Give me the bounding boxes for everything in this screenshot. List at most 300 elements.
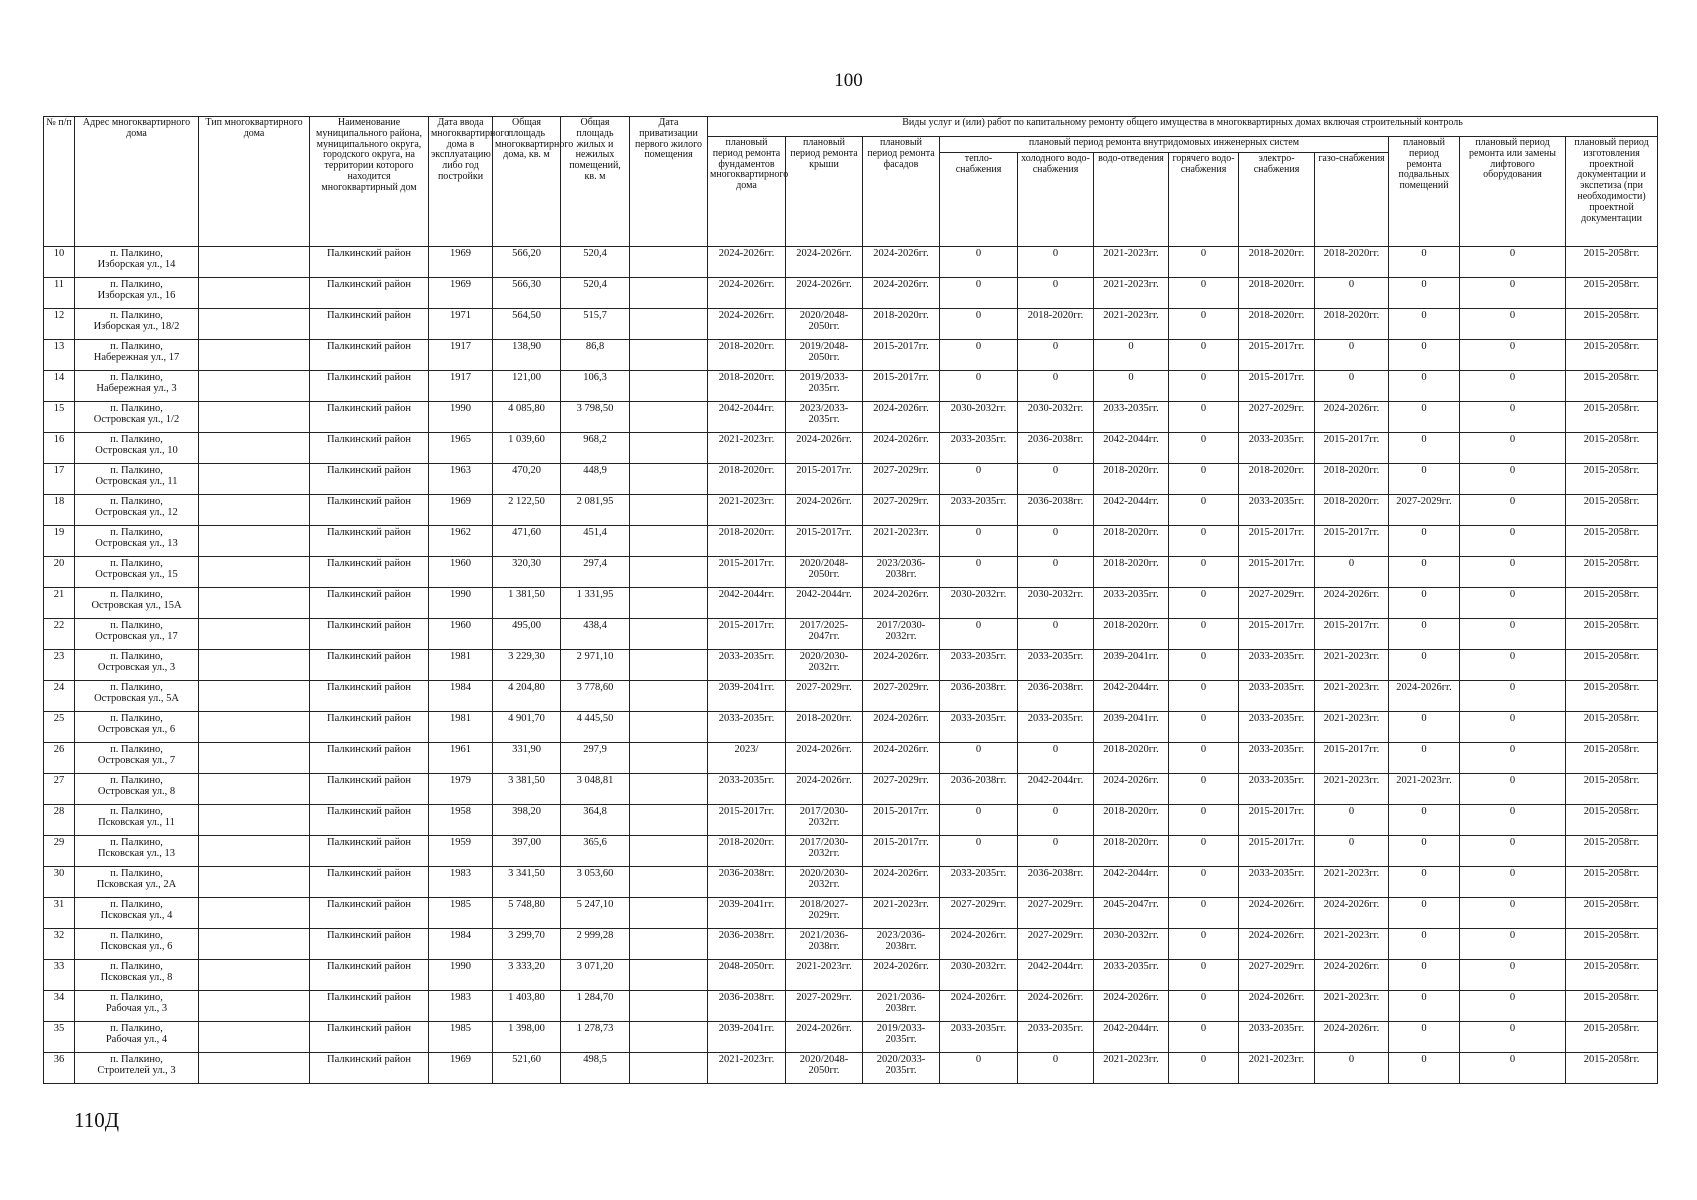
cell-design: 2015-2058гг. [1566,712,1658,743]
cell-design: 2015-2058гг. [1566,1022,1658,1053]
cell-total-area: 564,50 [493,309,561,340]
cell-basement: 0 [1389,464,1460,495]
cell-electric: 2024-2026гг. [1239,898,1315,929]
cell-electric: 2027-2029гг. [1239,588,1315,619]
cell-foundation: 2018-2020гг. [708,371,786,402]
cell-design: 2015-2058гг. [1566,991,1658,1022]
cell-gas: 0 [1315,805,1389,836]
cell-heat: 2036-2038гг. [940,681,1018,712]
cell-gas: 2015-2017гг. [1315,433,1389,464]
cell-district: Палкинский район [310,278,429,309]
cell-electric: 2027-2029гг. [1239,960,1315,991]
cell-basement: 0 [1389,309,1460,340]
cell-gas: 2024-2026гг. [1315,588,1389,619]
cell-privatization [630,929,708,960]
cell-type [199,464,310,495]
cell-num: 17 [44,464,75,495]
cell-year: 1983 [429,867,493,898]
cell-basement: 0 [1389,836,1460,867]
cell-sewer: 0 [1094,340,1169,371]
cell-roof: 2017/2025-2047гг. [786,619,863,650]
cell-facade: 2021-2023гг. [863,898,940,929]
cell-living-area: 3 048,81 [561,774,630,805]
cell-cold-water: 2033-2035гг. [1018,650,1094,681]
cell-design: 2015-2058гг. [1566,278,1658,309]
cell-hot-water: 0 [1169,898,1239,929]
cell-design: 2015-2058гг. [1566,588,1658,619]
cell-elevator: 0 [1460,278,1566,309]
cell-design: 2015-2058гг. [1566,1053,1658,1084]
cell-type [199,1022,310,1053]
cell-privatization [630,309,708,340]
cell-district: Палкинский район [310,743,429,774]
cell-privatization [630,495,708,526]
cell-electric: 2021-2023гг. [1239,1053,1315,1084]
cell-elevator: 0 [1460,247,1566,278]
cell-district: Палкинский район [310,805,429,836]
cell-year: 1959 [429,836,493,867]
cell-cold-water: 2024-2026гг. [1018,991,1094,1022]
cell-basement: 0 [1389,371,1460,402]
cell-facade: 2018-2020гг. [863,309,940,340]
cell-year: 1990 [429,960,493,991]
cell-elevator: 0 [1460,650,1566,681]
table-row [44,743,1658,774]
cell-cold-water: 2042-2044гг. [1018,774,1094,805]
cell-heat: 2030-2032гг. [940,402,1018,433]
cell-type [199,867,310,898]
cell-sewer: 2018-2020гг. [1094,557,1169,588]
cell-year: 1969 [429,278,493,309]
cell-design: 2015-2058гг. [1566,650,1658,681]
cell-foundation: 2033-2035гг. [708,650,786,681]
cell-facade: 2024-2026гг. [863,433,940,464]
cell-total-area: 3 229,30 [493,650,561,681]
cell-sewer: 2018-2020гг. [1094,805,1169,836]
cell-gas: 2018-2020гг. [1315,495,1389,526]
cell-num: 18 [44,495,75,526]
cell-num: 19 [44,526,75,557]
cell-address: п. Палкино, Рабочая ул., 3 [75,991,199,1022]
cell-type [199,247,310,278]
header-facade: плановый период ремонта фасадов [863,137,940,247]
cell-type [199,371,310,402]
cell-gas: 0 [1315,836,1389,867]
cell-facade: 2023/2036-2038гг. [863,557,940,588]
cell-privatization [630,774,708,805]
cell-foundation: 2039-2041гг. [708,898,786,929]
cell-basement: 2021-2023гг. [1389,774,1460,805]
cell-heat: 0 [940,557,1018,588]
cell-privatization [630,712,708,743]
cell-hot-water: 0 [1169,1022,1239,1053]
cell-gas: 0 [1315,340,1389,371]
cell-type [199,898,310,929]
cell-type [199,929,310,960]
cell-roof: 2024-2026гг. [786,1022,863,1053]
cell-basement: 0 [1389,991,1460,1022]
cell-address: п. Палкино, Набережная ул., 3 [75,371,199,402]
cell-electric: 2015-2017гг. [1239,340,1315,371]
cell-elevator: 0 [1460,1022,1566,1053]
cell-cold-water: 0 [1018,805,1094,836]
cell-sewer: 2021-2023гг. [1094,309,1169,340]
cell-elevator: 0 [1460,309,1566,340]
cell-foundation: 2018-2020гг. [708,340,786,371]
cell-total-area: 4 085,80 [493,402,561,433]
cell-roof: 2024-2026гг. [786,433,863,464]
cell-type [199,774,310,805]
cell-address: п. Палкино, Островская ул., 8 [75,774,199,805]
cell-district: Палкинский район [310,495,429,526]
cell-foundation: 2042-2044гг. [708,402,786,433]
header-foundation: плановый период ремонта фундаментов многоквартирного дома [708,137,786,247]
cell-address: п. Палкино, Островская ул., 15А [75,588,199,619]
cell-foundation: 2021-2023гг. [708,495,786,526]
cell-elevator: 0 [1460,991,1566,1022]
cell-num: 21 [44,588,75,619]
cell-heat: 2033-2035гг. [940,867,1018,898]
cell-living-area: 86,8 [561,340,630,371]
cell-basement: 0 [1389,712,1460,743]
cell-foundation: 2023/ [708,743,786,774]
cell-hot-water: 0 [1169,743,1239,774]
cell-electric: 2015-2017гг. [1239,371,1315,402]
cell-year: 1990 [429,402,493,433]
cell-address: п. Палкино, Псковская ул., 11 [75,805,199,836]
cell-roof: 2019/2033-2035гг. [786,371,863,402]
cell-hot-water: 0 [1169,588,1239,619]
cell-cold-water: 2036-2038гг. [1018,495,1094,526]
cell-type [199,836,310,867]
cell-privatization [630,247,708,278]
cell-num: 23 [44,650,75,681]
header-type: Тип многоквартирного дома [199,117,310,247]
cell-basement: 0 [1389,960,1460,991]
cell-living-area: 451,4 [561,526,630,557]
header-design-docs: плановый период изготовления проектной документации и экспетиза (при необходимости) проектной документации [1566,137,1658,247]
cell-gas: 2021-2023гг. [1315,929,1389,960]
cell-heat: 2033-2035гг. [940,433,1018,464]
table-row [44,495,1658,526]
cell-sewer: 0 [1094,371,1169,402]
cell-living-area: 4 445,50 [561,712,630,743]
cell-elevator: 0 [1460,402,1566,433]
cell-year: 1969 [429,1053,493,1084]
cell-facade: 2015-2017гг. [863,371,940,402]
cell-type [199,712,310,743]
cell-electric: 2033-2035гг. [1239,1022,1315,1053]
cell-num: 31 [44,898,75,929]
cell-num: 12 [44,309,75,340]
cell-cold-water: 2036-2038гг. [1018,681,1094,712]
cell-basement: 0 [1389,929,1460,960]
cell-num: 32 [44,929,75,960]
cell-privatization [630,836,708,867]
table-header [44,117,1658,247]
cell-gas: 0 [1315,557,1389,588]
cell-elevator: 0 [1460,588,1566,619]
cell-cold-water: 0 [1018,526,1094,557]
cell-sewer: 2042-2044гг. [1094,681,1169,712]
table-row [44,712,1658,743]
cell-facade: 2024-2026гг. [863,278,940,309]
cell-type [199,495,310,526]
cell-num: 22 [44,619,75,650]
table-row [44,278,1658,309]
cell-roof: 2020/2030-2032гг. [786,650,863,681]
cell-privatization [630,619,708,650]
cell-foundation: 2024-2026гг. [708,247,786,278]
cell-gas: 2015-2017гг. [1315,526,1389,557]
cell-design: 2015-2058гг. [1566,836,1658,867]
cell-elevator: 0 [1460,805,1566,836]
cell-sewer: 2018-2020гг. [1094,836,1169,867]
cell-num: 30 [44,867,75,898]
cell-total-area: 1 398,00 [493,1022,561,1053]
cell-district: Палкинский район [310,836,429,867]
cell-district: Палкинский район [310,1053,429,1084]
cell-roof: 2021/2036-2038гг. [786,929,863,960]
cell-basement: 0 [1389,1053,1460,1084]
cell-cold-water: 0 [1018,1053,1094,1084]
cell-type [199,526,310,557]
cell-foundation: 2036-2038гг. [708,929,786,960]
cell-sewer: 2021-2023гг. [1094,1053,1169,1084]
cell-hot-water: 0 [1169,836,1239,867]
cell-gas: 2021-2023гг. [1315,774,1389,805]
cell-roof: 2024-2026гг. [786,495,863,526]
cell-total-area: 566,30 [493,278,561,309]
cell-cold-water: 2027-2029гг. [1018,898,1094,929]
cell-living-area: 3 053,60 [561,867,630,898]
cell-num: 29 [44,836,75,867]
cell-hot-water: 0 [1169,929,1239,960]
cell-gas: 0 [1315,371,1389,402]
cell-living-area: 1 278,73 [561,1022,630,1053]
cell-num: 26 [44,743,75,774]
cell-hot-water: 0 [1169,309,1239,340]
cell-privatization [630,278,708,309]
cell-address: п. Палкино, Строителей ул., 3 [75,1053,199,1084]
table-row [44,774,1658,805]
cell-living-area: 448,9 [561,464,630,495]
cell-facade: 2024-2026гг. [863,588,940,619]
cell-living-area: 364,8 [561,805,630,836]
cell-year: 1962 [429,526,493,557]
cell-address: п. Палкино, Псковская ул., 2А [75,867,199,898]
cell-design: 2015-2058гг. [1566,743,1658,774]
cell-basement: 0 [1389,526,1460,557]
cell-sewer: 2042-2044гг. [1094,433,1169,464]
table-row [44,371,1658,402]
cell-elevator: 0 [1460,619,1566,650]
cell-foundation: 2039-2041гг. [708,681,786,712]
cell-heat: 0 [940,619,1018,650]
cell-elevator: 0 [1460,340,1566,371]
cell-address: п. Палкино, Островская ул., 10 [75,433,199,464]
cell-type [199,650,310,681]
cell-facade: 2024-2026гг. [863,867,940,898]
cell-gas: 2018-2020гг. [1315,247,1389,278]
cell-foundation: 2036-2038гг. [708,991,786,1022]
cell-facade: 2024-2026гг. [863,743,940,774]
cell-year: 1971 [429,309,493,340]
cell-elevator: 0 [1460,1053,1566,1084]
header-hot-water: горячего водо-снабжения [1169,153,1239,247]
cell-elevator: 0 [1460,898,1566,929]
cell-facade: 2027-2029гг. [863,774,940,805]
cell-design: 2015-2058гг. [1566,960,1658,991]
cell-privatization [630,1053,708,1084]
cell-basement: 0 [1389,402,1460,433]
cell-cold-water: 2033-2035гг. [1018,712,1094,743]
page-number: 100 [834,70,863,91]
cell-sewer: 2024-2026гг. [1094,991,1169,1022]
cell-design: 2015-2058гг. [1566,309,1658,340]
cell-roof: 2015-2017гг. [786,464,863,495]
cell-roof: 2024-2026гг. [786,743,863,774]
cell-foundation: 2033-2035гг. [708,774,786,805]
cell-hot-water: 0 [1169,650,1239,681]
table-row [44,557,1658,588]
cell-design: 2015-2058гг. [1566,867,1658,898]
cell-basement: 0 [1389,898,1460,929]
cell-cold-water: 2036-2038гг. [1018,433,1094,464]
cell-living-area: 2 999,28 [561,929,630,960]
cell-address: п. Палкино, Псковская ул., 8 [75,960,199,991]
header-privatization: Дата приватизации первого жилого помещения [630,117,708,247]
cell-elevator: 0 [1460,712,1566,743]
cell-hot-water: 0 [1169,991,1239,1022]
cell-roof: 2024-2026гг. [786,247,863,278]
cell-heat: 2024-2026гг. [940,929,1018,960]
cell-sewer: 2039-2041гг. [1094,650,1169,681]
cell-hot-water: 0 [1169,402,1239,433]
cell-privatization [630,681,708,712]
cell-sewer: 2042-2044гг. [1094,1022,1169,1053]
cell-facade: 2024-2026гг. [863,247,940,278]
cell-cold-water: 2018-2020гг. [1018,309,1094,340]
cell-privatization [630,898,708,929]
cell-heat: 0 [940,309,1018,340]
cell-heat: 0 [940,1053,1018,1084]
cell-basement: 0 [1389,805,1460,836]
cell-cold-water: 0 [1018,371,1094,402]
cell-gas: 2021-2023гг. [1315,650,1389,681]
cell-type [199,619,310,650]
cell-privatization [630,557,708,588]
cell-year: 1984 [429,929,493,960]
cell-hot-water: 0 [1169,681,1239,712]
table-row [44,805,1658,836]
cell-electric: 2033-2035гг. [1239,867,1315,898]
cell-privatization [630,805,708,836]
cell-heat: 0 [940,526,1018,557]
cell-basement: 0 [1389,619,1460,650]
cell-hot-water: 0 [1169,774,1239,805]
footer-code: 110Д [74,1108,120,1132]
cell-foundation: 2015-2017гг. [708,619,786,650]
cell-foundation: 2042-2044гг. [708,588,786,619]
cell-design: 2015-2058гг. [1566,619,1658,650]
cell-sewer: 2024-2026гг. [1094,774,1169,805]
cell-num: 27 [44,774,75,805]
cell-living-area: 1 331,95 [561,588,630,619]
cell-electric: 2015-2017гг. [1239,805,1315,836]
header-commission: Дата ввода многоквартирного дома в эксплуатацию либо год постройки [429,117,493,247]
cell-roof: 2042-2044гг. [786,588,863,619]
cell-district: Палкинский район [310,588,429,619]
cell-year: 1969 [429,247,493,278]
cell-facade: 2021-2023гг. [863,526,940,557]
cell-district: Палкинский район [310,929,429,960]
cell-foundation: 2015-2017гг. [708,557,786,588]
cell-gas: 2024-2026гг. [1315,402,1389,433]
cell-num: 33 [44,960,75,991]
cell-district: Палкинский район [310,991,429,1022]
cell-num: 13 [44,340,75,371]
table-row [44,898,1658,929]
cell-total-area: 3 381,50 [493,774,561,805]
table-row [44,619,1658,650]
cell-sewer: 2042-2044гг. [1094,867,1169,898]
cell-year: 1979 [429,774,493,805]
cell-living-area: 297,9 [561,743,630,774]
cell-living-area: 3 071,20 [561,960,630,991]
header-works-group: Виды услуг и (или) работ по капитальному ремонту общего имущества в многоквартирных домах включая строительный контроль [708,117,1658,137]
cell-living-area: 498,5 [561,1053,630,1084]
cell-design: 2015-2058гг. [1566,495,1658,526]
cell-elevator: 0 [1460,774,1566,805]
cell-address: п. Палкино, Псковская ул., 4 [75,898,199,929]
cell-address: п. Палкино, Псковская ул., 6 [75,929,199,960]
cell-electric: 2033-2035гг. [1239,774,1315,805]
cell-total-area: 138,90 [493,340,561,371]
cell-cold-water: 0 [1018,619,1094,650]
cell-heat: 2033-2035гг. [940,495,1018,526]
table-row [44,960,1658,991]
cell-gas: 2024-2026гг. [1315,898,1389,929]
cell-electric: 2024-2026гг. [1239,991,1315,1022]
cell-district: Палкинский район [310,526,429,557]
cell-num: 16 [44,433,75,464]
cell-sewer: 2018-2020гг. [1094,526,1169,557]
cell-foundation: 2018-2020гг. [708,526,786,557]
cell-design: 2015-2058гг. [1566,464,1658,495]
cell-facade: 2020/2033-2035гг. [863,1053,940,1084]
cell-sewer: 2021-2023гг. [1094,278,1169,309]
cell-total-area: 470,20 [493,464,561,495]
cell-facade: 2024-2026гг. [863,960,940,991]
header-district: Наименование муниципального района, муниципального округа, городского округа, на территории которого находится многоквартирный дом [310,117,429,247]
cell-elevator: 0 [1460,371,1566,402]
cell-total-area: 121,00 [493,371,561,402]
table-row [44,588,1658,619]
cell-hot-water: 0 [1169,371,1239,402]
cell-basement: 0 [1389,1022,1460,1053]
cell-sewer: 2033-2035гг. [1094,588,1169,619]
cell-total-area: 2 122,50 [493,495,561,526]
cell-electric: 2033-2035гг. [1239,495,1315,526]
cell-electric: 2027-2029гг. [1239,402,1315,433]
cell-gas: 2021-2023гг. [1315,712,1389,743]
cell-year: 1963 [429,464,493,495]
cell-elevator: 0 [1460,867,1566,898]
cell-total-area: 3 299,70 [493,929,561,960]
cell-basement: 0 [1389,557,1460,588]
cell-heat: 0 [940,247,1018,278]
